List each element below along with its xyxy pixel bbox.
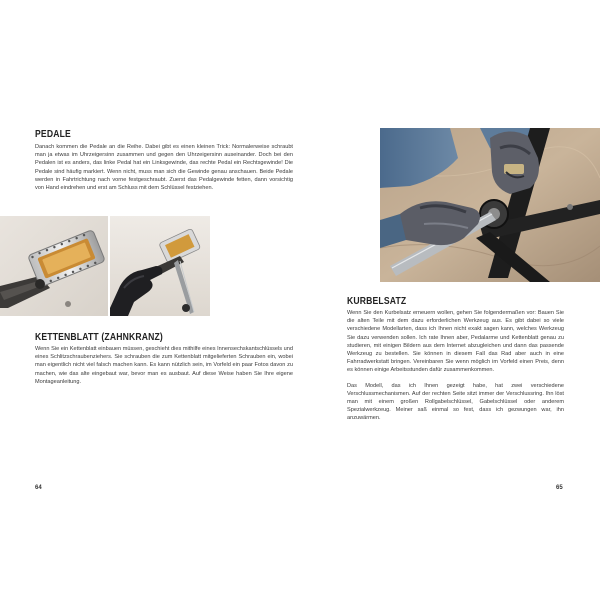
kurbelsatz-paragraph-2: Das Modell, das ich Ihnen gezeigt habe, hat zwei verschiedene Verschlussmechanismen. Auf der rechten Seite sitzt immer der Verschlussring. Ihn löst man mit einem großen Rollgabelschlüssel, Gabelschlüssel oder anderem Spezialwerkzeug. Meiner saß einmal so fest, dass ich gezwungen war, ihn anzuwärmen.	[347, 382, 564, 422]
page-number-left: 64	[35, 485, 42, 491]
pedale-heading: PEDALE	[35, 128, 71, 140]
kettenblatt-text: Wenn Sie ein Kettenblatt einbauen müssen, geschieht dies mithilfe eines Innensechskantschlüssels und eines Schlitzschraubenziehers. Sie schrauben die zum Kettenblatt mitgelieferten Schrauben ein, wobei man eigentlich nicht viel falsch machen kann. Es kann nützlich sein, im Vorfeld ein paar Fotos davon zu machen, wie das alte eingebaut war, bevor man es ausbaut. Auf diese Weise haben Sie Ihre eigene Montageanleitung.	[35, 346, 293, 385]
pedal-photo	[0, 216, 108, 316]
pedal-wrench-photo	[110, 216, 210, 316]
crank-removal-photo	[380, 128, 600, 282]
page-number-right: 65	[556, 485, 563, 491]
kettenblatt-heading: KETTENBLATT (ZAHNKRANZ)	[35, 331, 163, 343]
kurbelsatz-paragraph-1: Wenn Sie den Kurbelsatz erneuern wollen, gehen Sie folgendermaßen vor: Bauen Sie die alten Teile mit dem dazu erforderlichen Werkzeug aus. Es gibt dabei so viele verschiedene Modellarten, dass ich Ihnen nicht exakt sagen kann, welches Werkzeug Sie dazu verwenden sollen. Ich rate Ihnen aber, Pedalarme und Kettenblatt genau zu studieren, mit einigen Bildern aus dem Internet abzugleichen und dann das passende Werkzeug zu bestellen. Sie können in diesem Fall das Rad aber auch in eine Fahrradwerkstatt bringen. Vereinbaren Sie wenn möglich im Vorfeld einen Preis, denn es können einige Arbeitsstunden dafür zusammenkommen.	[347, 310, 564, 374]
kurbelsatz-text	[347, 309, 564, 423]
kurbelsatz-heading: KURBELSATZ	[347, 295, 407, 307]
right-page	[300, 0, 600, 600]
pedale-text: Danach kommen die Pedale an die Reihe. Dabei gibt es einen kleinen Trick: Normalerweise schraubt man ja etwas im Uhrzeigersinn zusammen und gegen den Uhrzeigersinn auseinander. Doch bei den Pedalen ist es anders, das linke Pedal hat ein Linksgewinde, das rechte Pedal ein Rechtsgewinde! Die Pedale sind häufig markiert. Wenn nicht, muss man sich die Gewinde genau anschauen. Beide Pedale werden in Fahrtrichtung nach vorne festgeschraubt. Zuerst das Pedalgewinde fetten, dann vorsichtig von Hand eindrehen und erst am Schluss mit dem Schlüssel festziehen.	[35, 144, 293, 192]
